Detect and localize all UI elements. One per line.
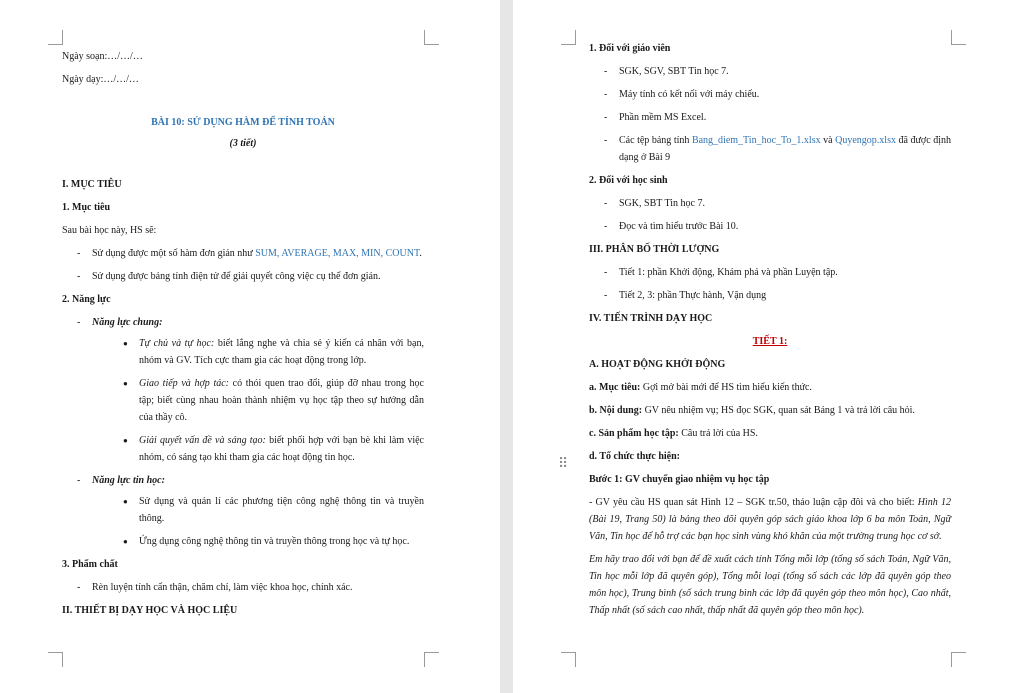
list-item-label: Giao tiếp và hợp tác: xyxy=(139,378,229,389)
list-item xyxy=(92,432,424,466)
sub-bullet-list xyxy=(92,335,424,466)
section-heading: II. THIẾT BỊ DẠY HỌC VÀ HỌC LIỆU xyxy=(62,605,238,616)
list-item xyxy=(62,472,424,550)
document-page-2 xyxy=(513,0,1025,693)
crop-mark xyxy=(424,652,439,667)
subsection-heading: 3. Phẩm chất xyxy=(62,559,118,570)
period-label: TIẾT 1: xyxy=(752,336,788,347)
bullet-list xyxy=(589,264,951,304)
list-item: - Tiết 1: phần Khởi động, Khám phá và phần Luyện tập. xyxy=(589,264,951,281)
step-heading: Bước 1: GV chuyển giao nhiệm vụ học tập xyxy=(589,474,770,485)
paragraph-label: a. Mục tiêu: xyxy=(589,382,641,393)
crop-mark xyxy=(951,652,966,667)
page-gap xyxy=(500,0,513,693)
paragraph-text: - GV yêu cầu HS quan sát Hình 12 – SGK tr.50, thảo luận cặp đôi và cho biết: xyxy=(589,497,918,508)
list-item: - Sử dụng được bảng tính điện tử để giải quyết công việc cụ thể đơn giản. xyxy=(62,268,424,285)
crop-mark xyxy=(48,652,63,667)
paragraph-text: GV nêu nhiệm vụ; HS đọc SGK, quan sát Bảng 1 và trả lời câu hỏi. xyxy=(642,405,915,416)
paragraph-label: d. Tổ chức thực hiện: xyxy=(589,451,680,462)
drag-handle-icon[interactable]: ⠿ xyxy=(558,456,569,472)
paragraph: Sau bài học này, HS sẽ: xyxy=(62,225,157,236)
bullet-list xyxy=(589,195,951,235)
paragraph xyxy=(589,494,951,545)
subsection-heading: 2. Năng lực xyxy=(62,294,111,305)
paragraph-text: Hình 12 (Bài 19, Trang 50) là bảng theo dõi quyên góp sách giáo khoa lớp 6 ba môn Toán, Ngữ Văn, Tin học để hỗ trợ các bạn học sinh vùng khó khăn của một trường trung học cơ sở. xyxy=(589,497,952,542)
page-1-body[interactable] xyxy=(62,48,424,625)
crop-mark xyxy=(48,30,63,45)
paragraph-label: c. Sản phẩm học tập: xyxy=(589,428,679,439)
section-heading: IV. TIẾN TRÌNH DẠY HỌC xyxy=(589,313,713,324)
file-name-link: Quyengop.xlsx xyxy=(835,135,896,146)
bullet-list xyxy=(589,63,951,166)
lesson-title: BÀI 10: SỬ DỤNG HÀM ĐỂ TÍNH TOÁN xyxy=(151,117,335,128)
list-item: - Phần mềm MS Excel. xyxy=(589,109,951,126)
subsection-heading: 1. Đối với giáo viên xyxy=(589,43,671,54)
list-item xyxy=(62,314,424,466)
section-heading: I. MỤC TIÊU xyxy=(62,179,122,190)
list-item: - Đọc và tìm hiểu trước Bài 10. xyxy=(589,218,951,235)
list-item-text: biết lắng nghe và chia sẻ ý kiến cá nhân với bạn, nhóm và GV. Tích cực tham gia các hoạt động trong lớp. xyxy=(139,338,424,366)
list-item: - SGK, SGV, SBT Tin học 7. xyxy=(589,63,951,80)
page-2-body[interactable] xyxy=(589,40,951,625)
subsection-heading: 2. Đối với học sinh xyxy=(589,175,668,186)
paragraph-text: Gợi mở bài mới để HS tìm hiểu kiến thức. xyxy=(640,382,812,393)
paragraph xyxy=(589,379,951,396)
list-item: - SGK, SBT Tin học 7. xyxy=(589,195,951,212)
list-item-text: . xyxy=(419,248,422,259)
list-item-label: Năng lực tin học: xyxy=(92,475,165,486)
list-item: ● Ứng dụng công nghệ thông tin và truyền thông trong học và tự học. xyxy=(92,533,424,550)
list-item: - Máy tính có kết nối với máy chiếu. xyxy=(589,86,951,103)
list-item: ● Sử dụng và quản lí các phương tiện công nghệ thông tin và truyền thông. xyxy=(92,493,424,527)
paragraph xyxy=(589,425,951,442)
bullet-list xyxy=(62,314,424,550)
document-page-1 xyxy=(0,0,500,693)
list-item xyxy=(589,132,951,166)
list-item-text: đã được định dạng ở Bài 9 xyxy=(619,135,951,163)
list-item xyxy=(62,245,424,262)
list-item-label: Giải quyết vấn đề và sáng tạo: xyxy=(139,435,266,446)
date-taught: Ngày dạy:…/…/… xyxy=(62,74,139,85)
crop-mark xyxy=(424,30,439,45)
list-item-label: Năng lực chung: xyxy=(92,317,163,328)
paragraph-label: b. Nội dung: xyxy=(589,405,643,416)
bullet-list xyxy=(62,245,424,285)
list-item: - Tiết 2, 3: phần Thực hành, Vận dụng xyxy=(589,287,951,304)
list-item-text: có thói quen trao đổi, giúp đỡ nhau trong học tập; biết cùng nhau hoàn thành nhiệm vụ học tập theo sự hướng dẫn của thầy cô. xyxy=(139,378,424,423)
sub-bullet-list xyxy=(92,493,424,550)
section-heading: III. PHÂN BỐ THỜI LƯỢNG xyxy=(589,244,720,255)
activity-heading: A. HOẠT ĐỘNG KHỞI ĐỘNG xyxy=(589,359,726,370)
paragraph-text: Câu trả lời của HS. xyxy=(678,428,758,439)
list-item xyxy=(92,335,424,369)
crop-mark xyxy=(561,652,576,667)
crop-mark xyxy=(561,30,576,45)
list-item: - Rèn luyện tính cẩn thận, chăm chỉ, làm việc khoa học, chính xác. xyxy=(62,579,424,596)
lesson-subtitle: (3 tiết) xyxy=(229,138,257,149)
list-item-text: và xyxy=(820,135,836,146)
function-names: SUM, AVERAGE, MAX, MIN, COUNT xyxy=(255,248,420,259)
list-item-text: biết phối hợp với bạn bè khi làm việc nhóm, có sáng tạo khi tham gia các hoạt động tin học. xyxy=(139,435,424,463)
list-item-label: Tự chủ và tự học: xyxy=(139,338,215,349)
list-item-text: Sử dụng được một số hàm đơn giản như xyxy=(92,248,256,259)
subsection-heading: 1. Mục tiêu xyxy=(62,202,111,213)
file-name-link: Bang_diem_Tin_hoc_To_1.xlsx xyxy=(691,135,821,146)
list-item xyxy=(92,375,424,426)
paragraph: Em hãy trao đổi với bạn để đề xuất cách tính Tổng mỗi lớp (tổng số sách Toán, Ngữ Văn, Tin học mỗi lớp đã quyên góp), Tổng mỗi loại (tổng số sách các lớp đã quyên góp theo môn học), Trung bình (số sách trung bình các lớp đã quyên góp theo môn học), Cao nhất, Thấp nhất (số sách cao nhất, thấp nhất đã quyên góp theo môn học). xyxy=(589,554,951,616)
bullet-list xyxy=(62,579,424,596)
date-prepared: Ngày soạn:…/…/… xyxy=(62,51,143,62)
paragraph xyxy=(589,402,951,419)
crop-mark xyxy=(951,30,966,45)
list-item-text: Các tệp bảng tính xyxy=(619,135,692,146)
